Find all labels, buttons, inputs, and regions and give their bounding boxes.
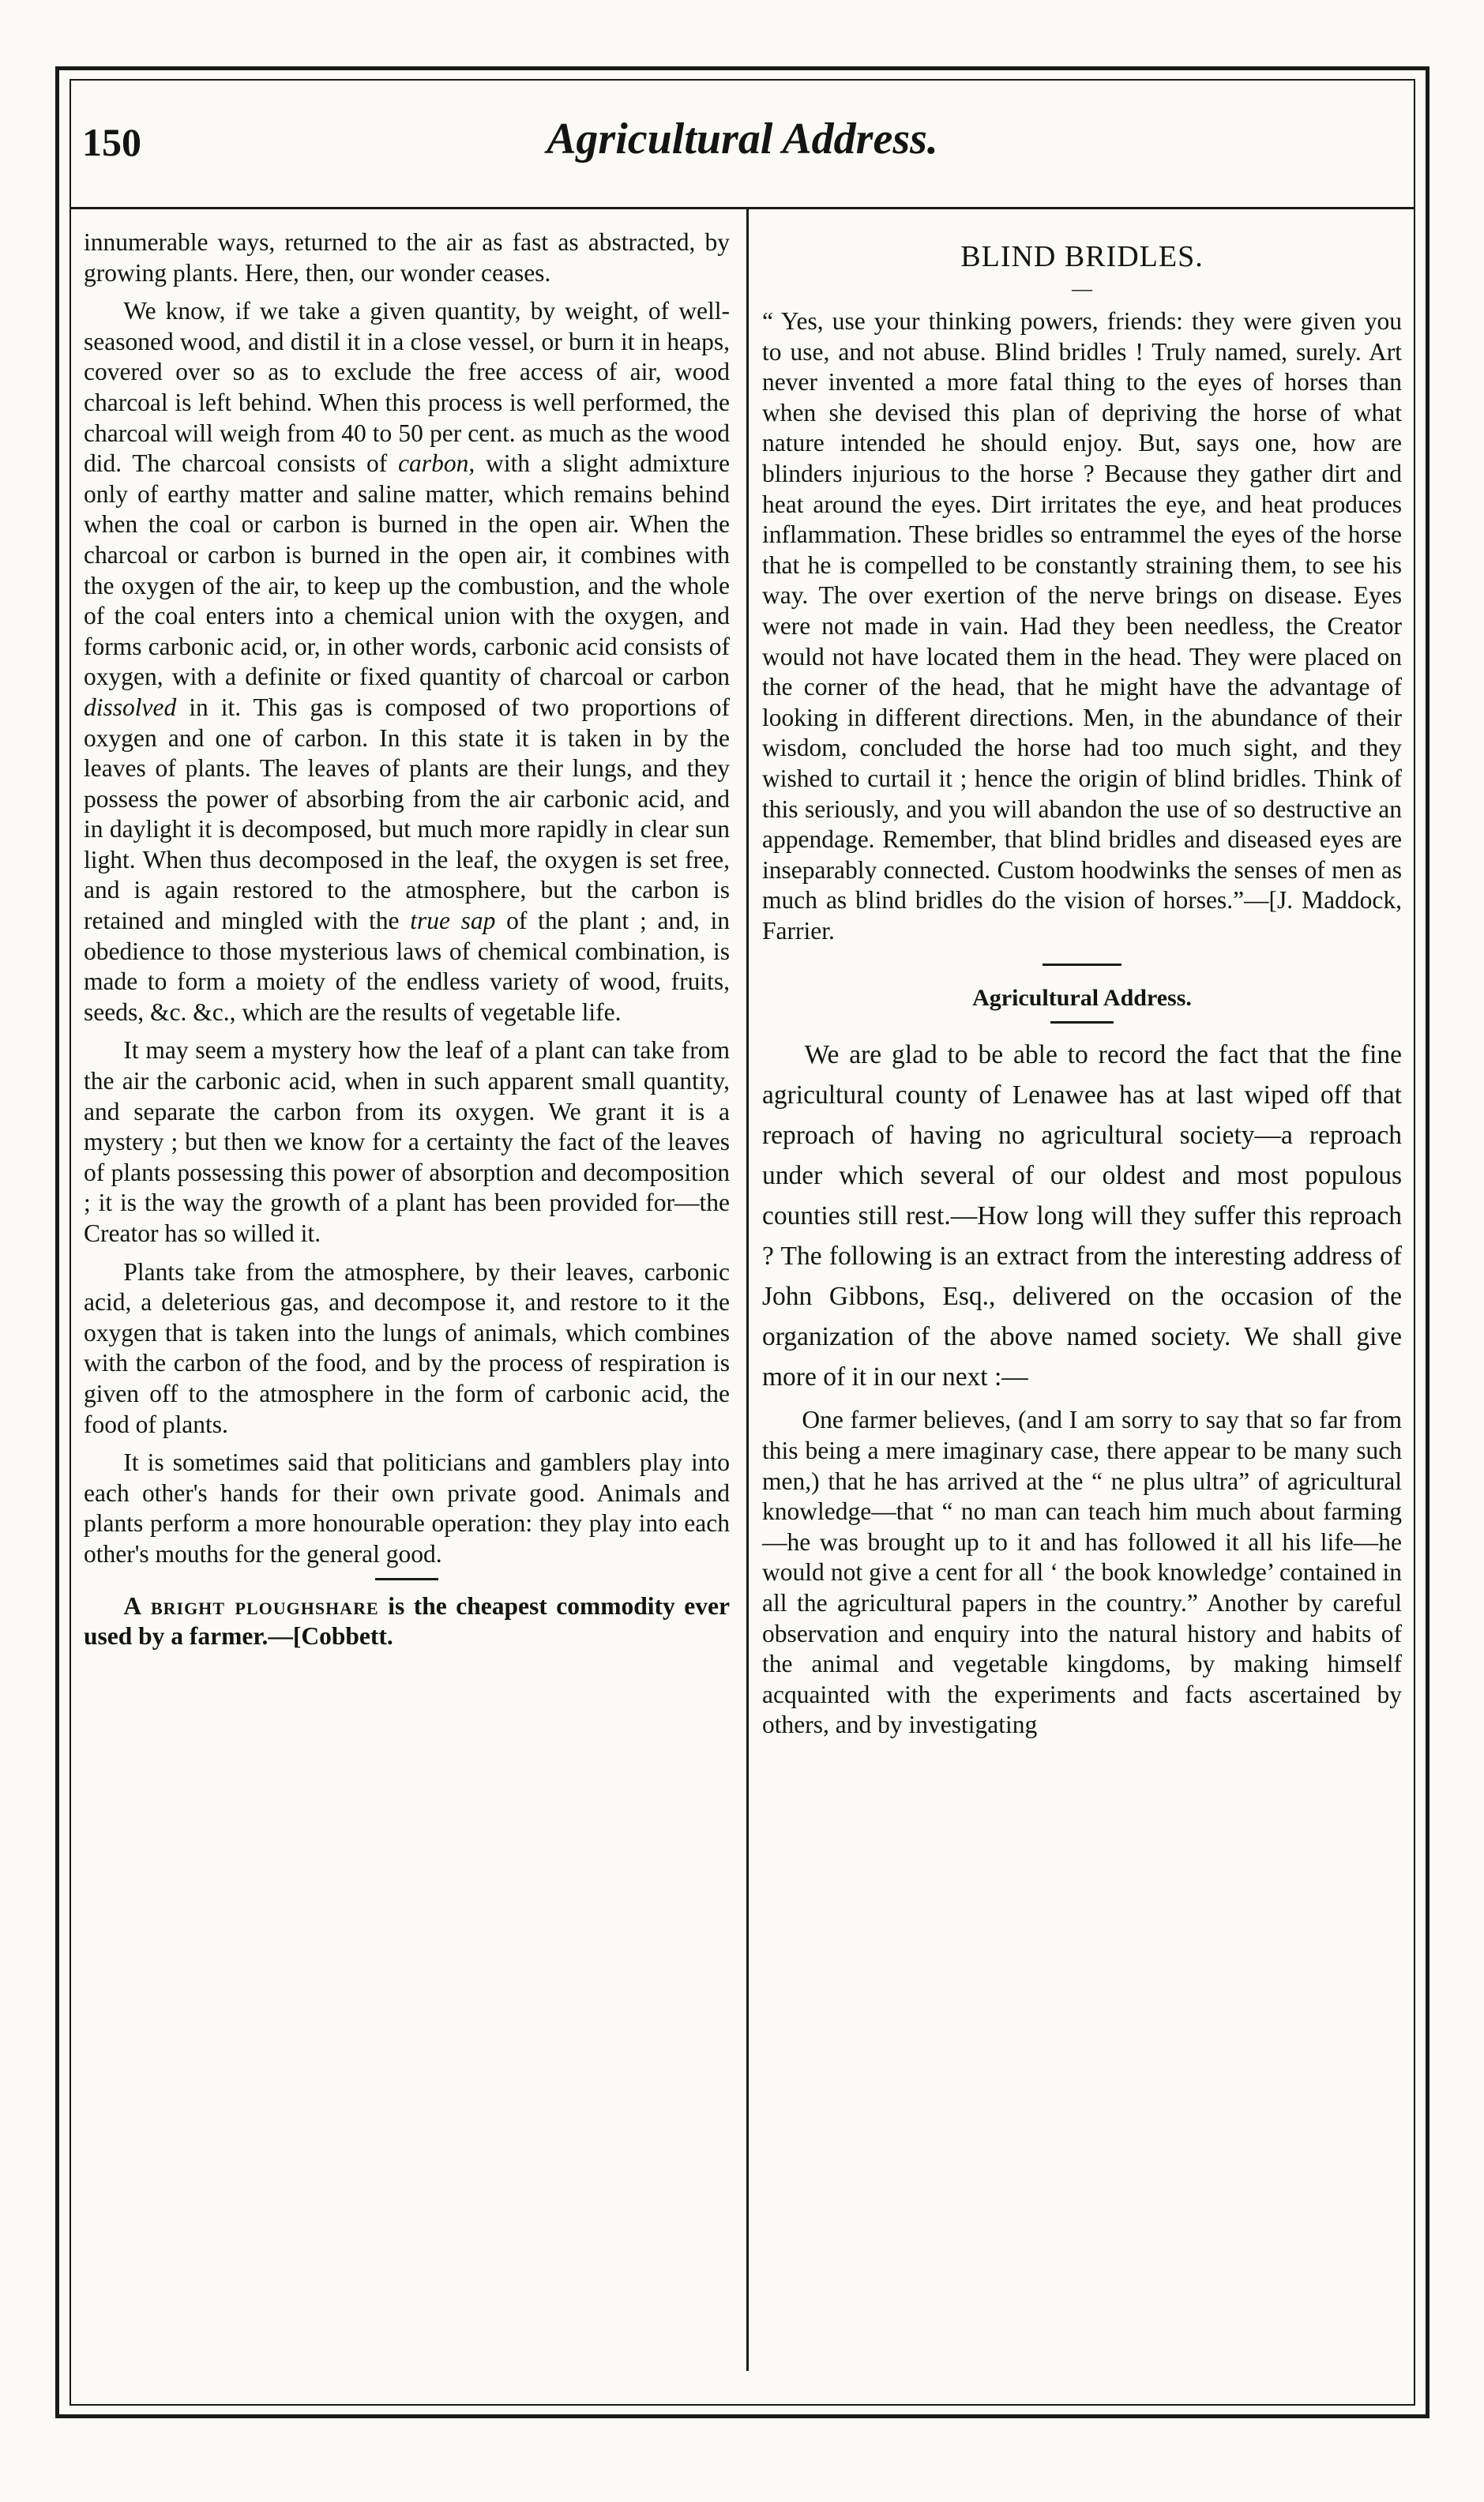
- page-number: 150: [82, 120, 141, 164]
- left-column: [84, 227, 730, 1660]
- paragraph-politicians: It is sometimes said that politicians and gamblers play into each other's hands for their own private good. Animals and plants perform a more honourable operation: they play into each other's mouths for the general good.: [84, 1448, 730, 1568]
- smallcaps-phrase: A bright ploughshare: [123, 1591, 379, 1620]
- text-span: in it. This gas is composed of two proportions of oxygen and one of carbon. In this state it is taken in by the leaves of plants. The leaves of plants are their lungs, and they possess the power of absorbing from the air carbonic acid, and in daylight it is decomposed, but much more rapidly in clear sun light. When thus decomposed in the leaf, the oxygen is set free, and is again restored to the atmosphere, but the carbon is retained and mingled with the: [84, 693, 731, 935]
- header-rule: [70, 207, 1415, 209]
- text-span: of the plant ; and, in obedience to those mysterious laws of chemical combination, is made to form a moiety of the endless variety of wood, fruits, seeds, &c. &c., which are the results of vegetable life.: [84, 907, 731, 1026]
- paragraph-farmer: One farmer believes, (and I am sorry to say that so far from this being a mere imaginary case, there appear to be many such men,) that he has arrived at the “ ne plus ultra” of agricultural knowledge—that “ no man can teach him much about farming—he was brought up to it and has followed it all his life—he would not give a cent for all ‘ the book knowledge’ contained in all the agricultural papers in the country.” Another by careful observation and enquiry into the natural history and habits of the animal and vegetable kingdoms, by making himself acquainted with the experiments and facts ascertained by others, and by investigating: [762, 1406, 1402, 1739]
- text-span: is the cheapest commodity ever used by a farmer.—[Cobbett.: [84, 1591, 730, 1651]
- paragraph-blind-bridles: “ Yes, use your thinking powers, friends: they were given you to use, and not abuse. Blind bridles ! Truly named, surely. Art never invented a more fatal thing to the eyes of horses than when she devised this plan of depriving the horse of what nature intended he should enjoy. But, says one, how are blinders injurious to the horse ? Because they gather dirt and heat around the eyes. Dirt irritates the eye, and heat produces inflammation. These bridles so entrammel the eyes of the horse that he is compelled to be constantly straining them, to see his way. The over exertion of the nerve brings on disease. Eyes were not made in vain. Had they been needless, the Creator would not have located them in the head. They were placed on the corner of the head, that he might have the advantage of looking in different directions. Men, in the abundance of their wisdom, concluded the horse had too much sight, and they wished to curtail it ; hence the origin of blind bridles. Think of this seriously, and you will abandon the use of so destructive an appendage. Remember, that blind bridles and diseased eyes are inseparably connected. Custom hoodwinks the senses of men as much as blind bridles do the vision of horses.”—[J. Maddock, Farrier.: [762, 307, 1402, 945]
- italic-dissolved: dissolved: [84, 693, 177, 721]
- section-divider: [1043, 964, 1121, 966]
- paragraph-charcoal: [84, 296, 730, 1027]
- heading-underline: [1050, 1021, 1114, 1024]
- text-span: with a slight admixture only of earthy matter and saline matter, which remains behind when the coal or carbon is burned in the open air. When the charcoal or carbon is burned in the open air, it combines with the oxygen of the air, to keep up the combustion, and the whole of the coal enters into a chemical union with the oxygen, and forms carbonic acid, or, in other words, carbonic acid consists of oxygen, with a definite or fixed quantity of charcoal or carbon: [84, 449, 731, 691]
- paragraph-plants-atmosphere: Plants take from the atmosphere, by their leaves, carbonic acid, a deleterious gas, and decompose it, and restore to it the oxygen that is taken into the lungs of animals, which combines with the carbon of the food, and by the process of respiration is given off to the atmosphere in the form of carbonic acid, the food of plants.: [84, 1257, 730, 1438]
- paragraph-ploughshare: [84, 1591, 730, 1652]
- italic-true-sap: true sap: [410, 907, 496, 935]
- ornament-dash: —: [1072, 277, 1092, 300]
- running-title: Agricultural Address.: [547, 115, 938, 163]
- section-divider: [375, 1578, 438, 1580]
- heading-blind-bridles: BLIND BRIDLES.: [960, 240, 1204, 273]
- paragraph-lenawee: We are glad to be able to record the fact that the fine agricultural county of Lenawee has at last wiped off that reproach of having no agricultural society—a reproach under which several of our oldest and most populous counties still rest.—How long will they suffer this reproach ? The following is an extract from the interesting address of John Gibbons, Esq., delivered on the occasion of the organization of the above named society. We shall give more of it in our next :—: [762, 1040, 1402, 1392]
- italic-carbon: carbon,: [398, 449, 475, 478]
- paragraph-continuation: innumerable ways, returned to the air as fast as abstracted, by growing plants. Here, then, our wonder ceases.: [84, 228, 730, 287]
- paragraph-mystery: It may seem a mystery how the leaf of a plant can take from the air the carbonic acid, when in such apparent small quantity, and separate the carbon from its oxygen. We grant it is a mystery ; but then we know for a certainty the fact of the leaves of plants possessing this power of absorption and decomposition ; it is the way the growth of a plant has been provided for—the Creator has so willed it.: [84, 1036, 730, 1247]
- heading-agricultural-address: Agricultural Address.: [972, 985, 1192, 1012]
- column-rule: [746, 207, 749, 2371]
- text-span: We know, if we take a given quantity, by weight, of well-seasoned wood, and distil it in a close vessel, or burn it in heaps, covered over so as to exclude the free access of air, wood charcoal is left behind. When this process is well performed, the charcoal will weigh from 40 to 50 per cent. as much as the wood did. The charcoal consists of: [84, 297, 730, 478]
- right-column: [762, 227, 1402, 1749]
